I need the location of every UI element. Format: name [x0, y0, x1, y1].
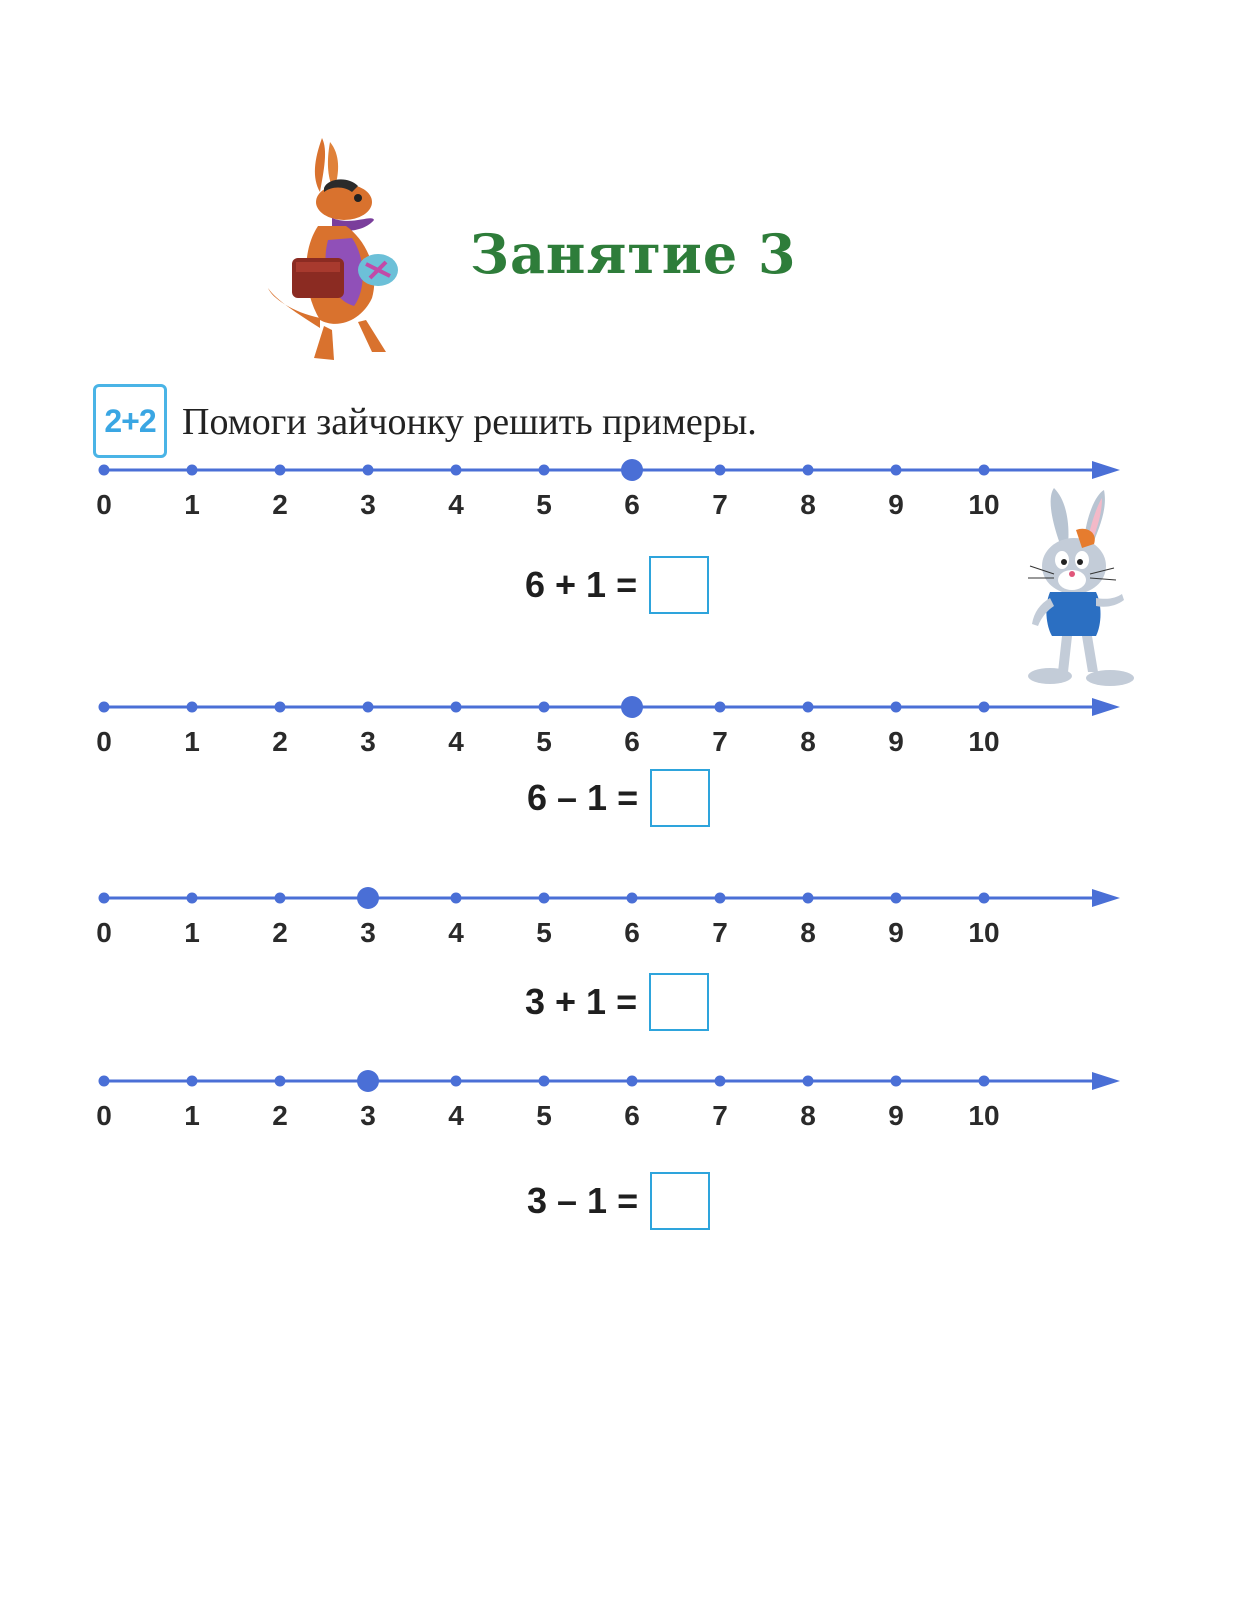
tick-label: 5 [536, 726, 552, 757]
number-line [90, 452, 1170, 520]
tick-label: 4 [448, 489, 464, 520]
tick-point [803, 893, 814, 904]
tick-label: 0 [96, 489, 112, 520]
tick-label: 4 [448, 917, 464, 948]
tick-point [187, 1076, 198, 1087]
tick-point [451, 893, 462, 904]
tick-point [891, 1076, 902, 1087]
tick-label: 9 [888, 489, 904, 520]
tick-point [187, 465, 198, 476]
tick-point [539, 893, 550, 904]
tick-point [99, 465, 110, 476]
tick-point [275, 1076, 286, 1087]
tick-point [275, 702, 286, 713]
tick-label: 6 [624, 1100, 640, 1131]
tick-point [99, 1076, 110, 1087]
tick-label: 7 [712, 917, 728, 948]
task-type-badge: 2+2 [93, 384, 167, 458]
tick-label: 3 [360, 726, 376, 757]
tick-point [979, 702, 990, 713]
arrow-head-icon [1092, 461, 1120, 479]
example-equation [525, 973, 709, 1031]
tick-label: 10 [968, 489, 1000, 520]
tick-point [451, 1076, 462, 1087]
tick-label: 9 [888, 1100, 904, 1131]
tick-point [715, 893, 726, 904]
tick-label: 2 [272, 1100, 288, 1131]
tick-label: 8 [800, 489, 816, 520]
tick-label: 2 [272, 726, 288, 757]
tick-label: 5 [536, 917, 552, 948]
lesson-title: Занятие 3 [470, 222, 797, 286]
tick-label: 2 [272, 917, 288, 948]
tick-point [891, 465, 902, 476]
bunny-icon [1010, 486, 1142, 692]
tick-label: 5 [536, 489, 552, 520]
tick-point [803, 1076, 814, 1087]
tick-point [715, 465, 726, 476]
equation-expression: 6 – 1 = [527, 777, 639, 818]
tick-point [275, 893, 286, 904]
highlighted-point [357, 1070, 379, 1092]
tick-label: 0 [96, 726, 112, 757]
equation-expression: 3 + 1 = [525, 981, 638, 1022]
tick-label: 10 [968, 917, 1000, 948]
tick-point [627, 893, 638, 904]
kangaroo-icon [262, 130, 402, 366]
task-instruction: Помоги зайчонку решить примеры. [182, 401, 757, 443]
tick-label: 6 [624, 489, 640, 520]
tick-point [979, 1076, 990, 1087]
equation-expression: 3 – 1 = [527, 1180, 639, 1221]
arrow-head-icon [1092, 889, 1120, 907]
tick-point [99, 702, 110, 713]
example-equation [527, 1172, 710, 1230]
tick-point [363, 465, 374, 476]
tick-label: 3 [360, 1100, 376, 1131]
tick-label: 1 [184, 726, 200, 757]
tick-label: 6 [624, 917, 640, 948]
example-equation [525, 556, 709, 614]
tick-point [979, 893, 990, 904]
highlighted-point [621, 696, 643, 718]
tick-label: 0 [96, 917, 112, 948]
tick-label: 10 [968, 726, 1000, 757]
tick-point [539, 1076, 550, 1087]
tick-label: 0 [96, 1100, 112, 1131]
tick-point [539, 702, 550, 713]
tick-label: 1 [184, 489, 200, 520]
answer-box[interactable] [650, 769, 710, 827]
arrow-head-icon [1092, 1072, 1120, 1090]
answer-box[interactable] [650, 1172, 710, 1230]
tick-label: 8 [800, 1100, 816, 1131]
tick-label: 4 [448, 1100, 464, 1131]
number-line [90, 689, 1170, 757]
tick-point [451, 465, 462, 476]
tick-label: 7 [712, 726, 728, 757]
tick-label: 1 [184, 917, 200, 948]
answer-box[interactable] [649, 973, 709, 1031]
tick-point [803, 702, 814, 713]
tick-label: 9 [888, 917, 904, 948]
tick-label: 2 [272, 489, 288, 520]
tick-point [99, 893, 110, 904]
tick-point [979, 465, 990, 476]
highlighted-point [357, 887, 379, 909]
tick-point [627, 1076, 638, 1087]
tick-label: 7 [712, 1100, 728, 1131]
tick-label: 3 [360, 489, 376, 520]
equation-expression: 6 + 1 = [525, 564, 638, 605]
tick-label: 10 [968, 1100, 1000, 1131]
number-line [90, 880, 1170, 948]
tick-label: 8 [800, 726, 816, 757]
tick-label: 4 [448, 726, 464, 757]
number-line [90, 1063, 1170, 1131]
example-equation [527, 769, 710, 827]
tick-point [891, 702, 902, 713]
tick-label: 7 [712, 489, 728, 520]
tick-point [539, 465, 550, 476]
arrow-head-icon [1092, 698, 1120, 716]
tick-point [363, 702, 374, 713]
tick-point [275, 465, 286, 476]
tick-point [715, 702, 726, 713]
tick-label: 5 [536, 1100, 552, 1131]
tick-point [451, 702, 462, 713]
tick-point [187, 702, 198, 713]
tick-point [715, 1076, 726, 1087]
tick-label: 6 [624, 726, 640, 757]
tick-point [187, 893, 198, 904]
tick-label: 9 [888, 726, 904, 757]
highlighted-point [621, 459, 643, 481]
tick-point [803, 465, 814, 476]
answer-box[interactable] [649, 556, 709, 614]
tick-point [891, 893, 902, 904]
tick-label: 3 [360, 917, 376, 948]
tick-label: 1 [184, 1100, 200, 1131]
tick-label: 8 [800, 917, 816, 948]
